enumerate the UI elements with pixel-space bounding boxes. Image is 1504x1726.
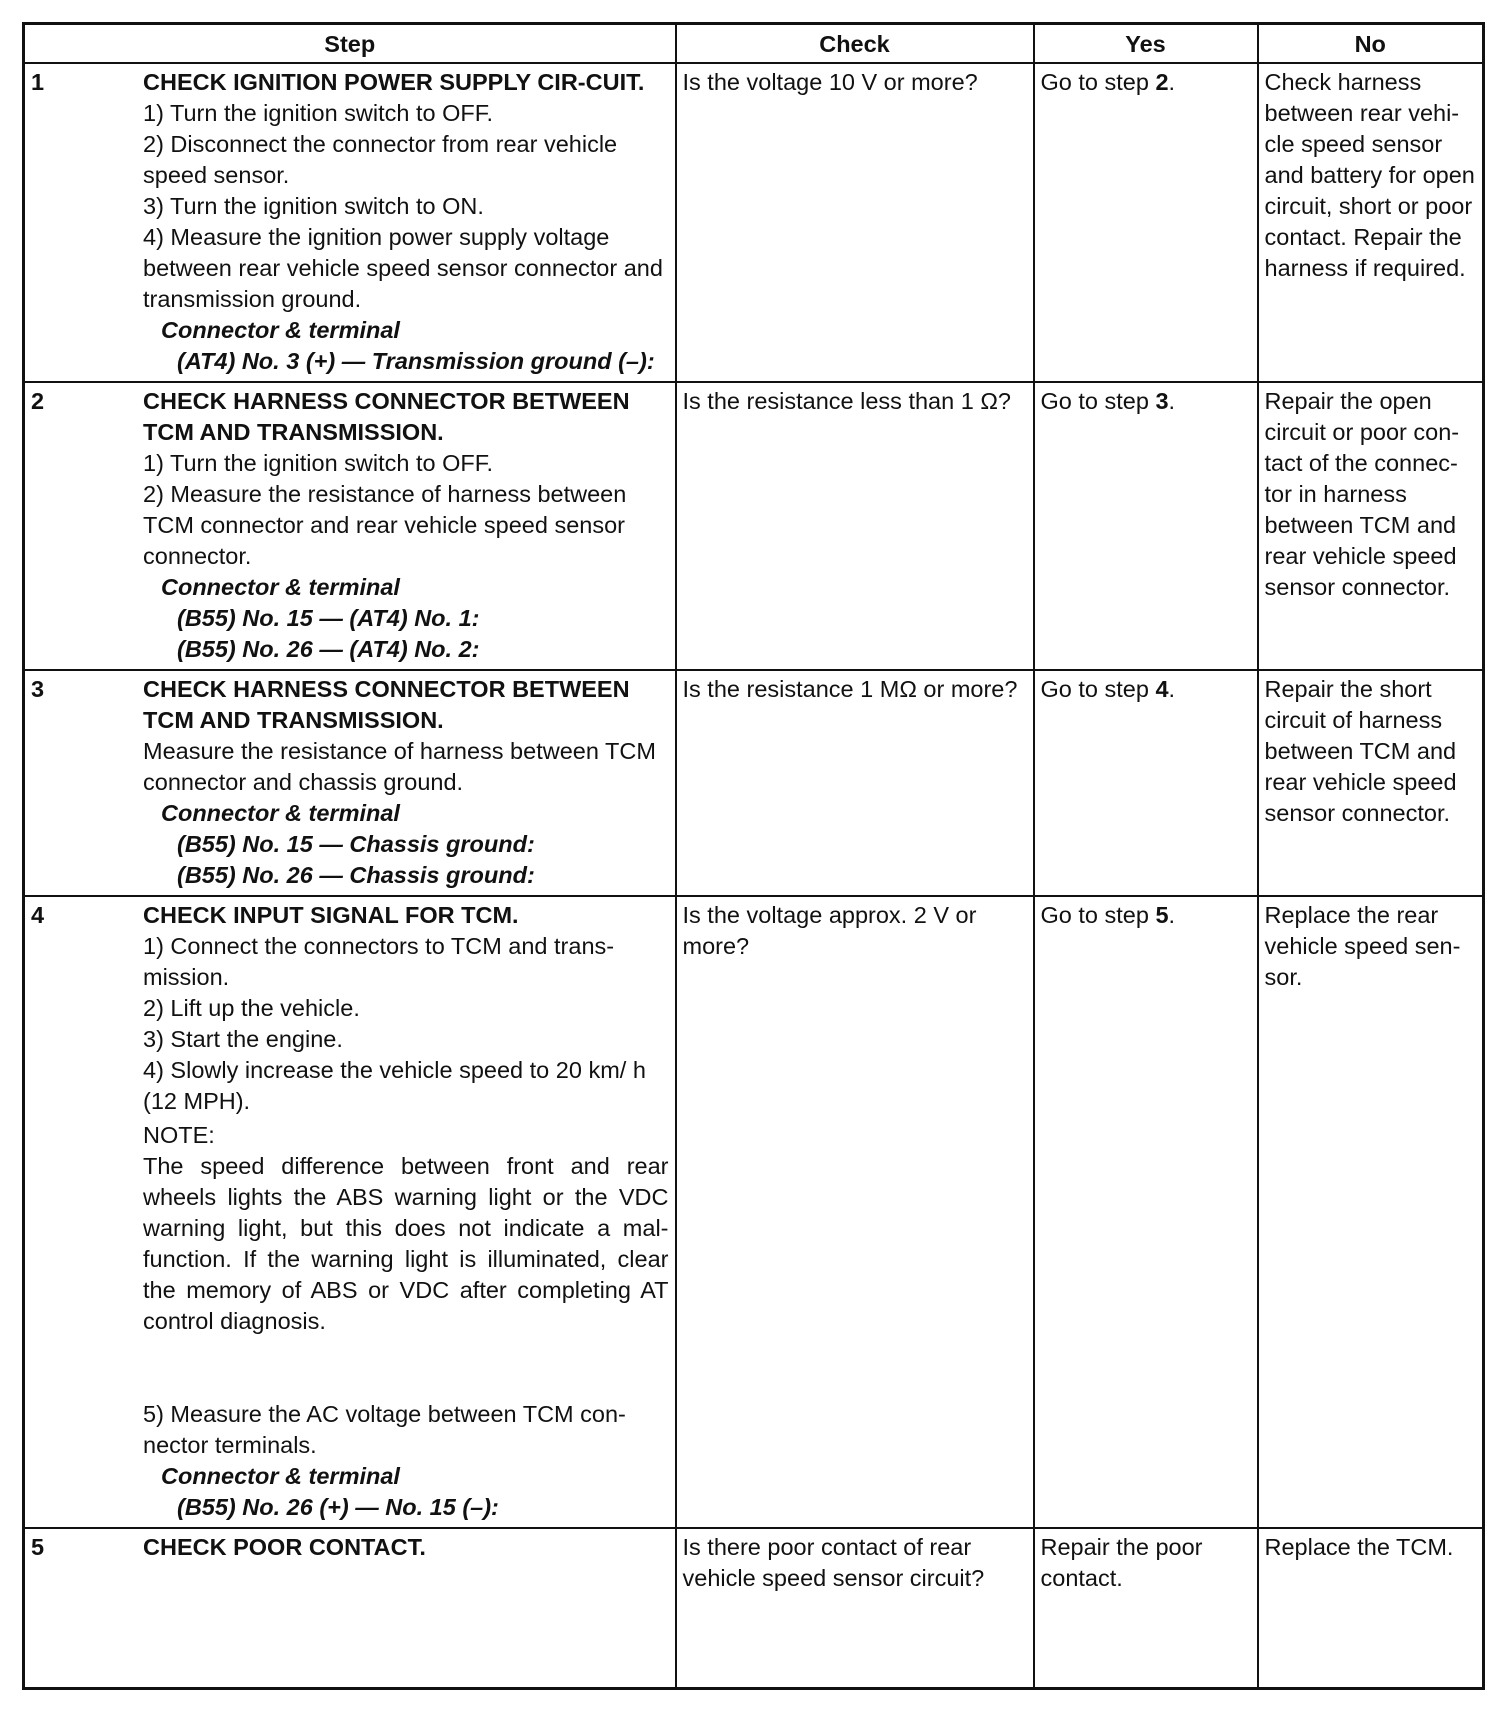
header-no: No [1258, 24, 1484, 64]
header-step: Step [24, 24, 676, 64]
step-number: 5 [31, 1534, 45, 1560]
yes-cell [1034, 63, 1258, 382]
connector-label: Connector & terminal [161, 800, 400, 826]
step-instruction: 2) Lift up the vehicle. [143, 995, 360, 1021]
step-instruction: 2) Disconnect the connector from rear vehicle speed sensor. [143, 131, 618, 188]
yes-step: 3 [1155, 388, 1169, 414]
step-cell [24, 63, 676, 382]
step-instruction: 3) Turn the ignition switch to ON. [143, 193, 484, 219]
no-cell: Repair the open circuit or poor con-tact of the connec-tor in harness between TCM and rear vehicle speed sensor connector. [1258, 382, 1484, 670]
yes-cell [1034, 896, 1258, 1528]
step-number: 4 [31, 902, 45, 928]
step-title: CHECK POOR CONTACT. [143, 1534, 426, 1560]
connector-label: Connector & terminal [161, 1463, 400, 1489]
check-cell: Is the resistance 1 MΩ or more? [676, 670, 1034, 896]
connector-terminal: (B55) No. 15 — (AT4) No. 1: [177, 605, 480, 631]
step-instruction: 1) Turn the ignition switch to OFF. [143, 450, 494, 476]
yes-step: 4 [1155, 676, 1169, 702]
step-instruction: 5) Measure the AC voltage between TCM con-nector terminals. [143, 1401, 626, 1458]
note-label: NOTE: [143, 1122, 215, 1148]
step-instruction: 1) Turn the ignition switch to OFF. [143, 100, 494, 126]
table-row [24, 1528, 1484, 1688]
table-row [24, 63, 1484, 382]
step-number: 2 [31, 388, 45, 414]
yes-cell: Repair the poor contact. [1034, 1528, 1258, 1688]
connector-terminal: (AT4) No. 3 (+) — Transmission ground (–): [177, 348, 655, 374]
yes-cell [1034, 670, 1258, 896]
no-cell: Check harness between rear vehi-cle speed sensor and battery for open circuit, short or poor contact. Repair the harness if required. [1258, 63, 1484, 382]
yes-prefix: Go to step [1040, 676, 1156, 702]
connector-terminal: (B55) No. 26 — (AT4) No. 2: [177, 636, 480, 662]
yes-suffix: . [1168, 676, 1176, 702]
diagnostic-table [22, 22, 1485, 1690]
yes-suffix: . [1168, 902, 1176, 928]
step-title: CHECK HARNESS CONNECTOR BETWEEN TCM AND TRANSMISSION. [143, 388, 630, 445]
check-cell: Is the voltage 10 V or more? [676, 63, 1034, 382]
step-instruction: 4) Slowly increase the vehicle speed to 20 km/ h (12 MPH). [143, 1057, 646, 1114]
header-check: Check [676, 24, 1034, 64]
step-cell [24, 670, 676, 896]
step-title: CHECK IGNITION POWER SUPPLY CIR-CUIT. [143, 69, 645, 95]
header-row [24, 24, 1484, 64]
table-row [24, 896, 1484, 1528]
step-cell [24, 1528, 676, 1688]
step-instruction: 4) Measure the ignition power supply voltage between rear vehicle speed sensor connector and transmission ground. [143, 224, 663, 312]
yes-step: 2 [1155, 69, 1169, 95]
step-number: 1 [31, 69, 45, 95]
yes-suffix: . [1168, 69, 1176, 95]
step-title: CHECK HARNESS CONNECTOR BETWEEN TCM AND TRANSMISSION. [143, 676, 630, 733]
no-cell: Replace the rear vehicle speed sen-sor. [1258, 896, 1484, 1528]
connector-terminal: (B55) No. 15 — Chassis ground: [177, 831, 535, 857]
no-cell: Replace the TCM. [1258, 1528, 1484, 1688]
check-cell: Is the voltage approx. 2 V or more? [676, 896, 1034, 1528]
connector-label: Connector & terminal [161, 574, 400, 600]
step-number: 3 [31, 676, 45, 702]
check-cell: Is the resistance less than 1 Ω? [676, 382, 1034, 670]
yes-prefix: Go to step [1040, 388, 1156, 414]
yes-step: 5 [1155, 902, 1169, 928]
check-cell: Is there poor contact of rear vehicle speed sensor circuit? [676, 1528, 1034, 1688]
connector-terminal: (B55) No. 26 — Chassis ground: [177, 862, 535, 888]
yes-prefix: Go to step [1040, 69, 1156, 95]
step-instruction: 3) Start the engine. [143, 1026, 343, 1052]
header-yes: Yes [1034, 24, 1258, 64]
note-text: The speed difference between front and rear wheels lights the ABS warning light or the VDC warning light, but this does not indicate a mal-function. If the warning light is illuminated, clear the memory of ABS or VDC after completing AT control diagnosis. [143, 1153, 669, 1334]
table-row [24, 382, 1484, 670]
connector-terminal: (B55) No. 26 (+) — No. 15 (–): [177, 1494, 499, 1520]
yes-cell [1034, 382, 1258, 670]
step-instruction: 1) Connect the connectors to TCM and trans-mission. [143, 933, 615, 990]
table-row [24, 670, 1484, 896]
yes-suffix: . [1168, 388, 1176, 414]
no-cell: Repair the short circuit of harness between TCM and rear vehicle speed sensor connector. [1258, 670, 1484, 896]
step-instruction: Measure the resistance of harness between TCM connector and chassis ground. [143, 738, 656, 795]
step-instruction: 2) Measure the resistance of harness between TCM connector and rear vehicle speed sensor connector. [143, 481, 627, 569]
step-title: CHECK INPUT SIGNAL FOR TCM. [143, 902, 519, 928]
step-cell [24, 382, 676, 670]
step-cell [24, 896, 676, 1528]
yes-prefix: Go to step [1040, 902, 1156, 928]
connector-label: Connector & terminal [161, 317, 400, 343]
